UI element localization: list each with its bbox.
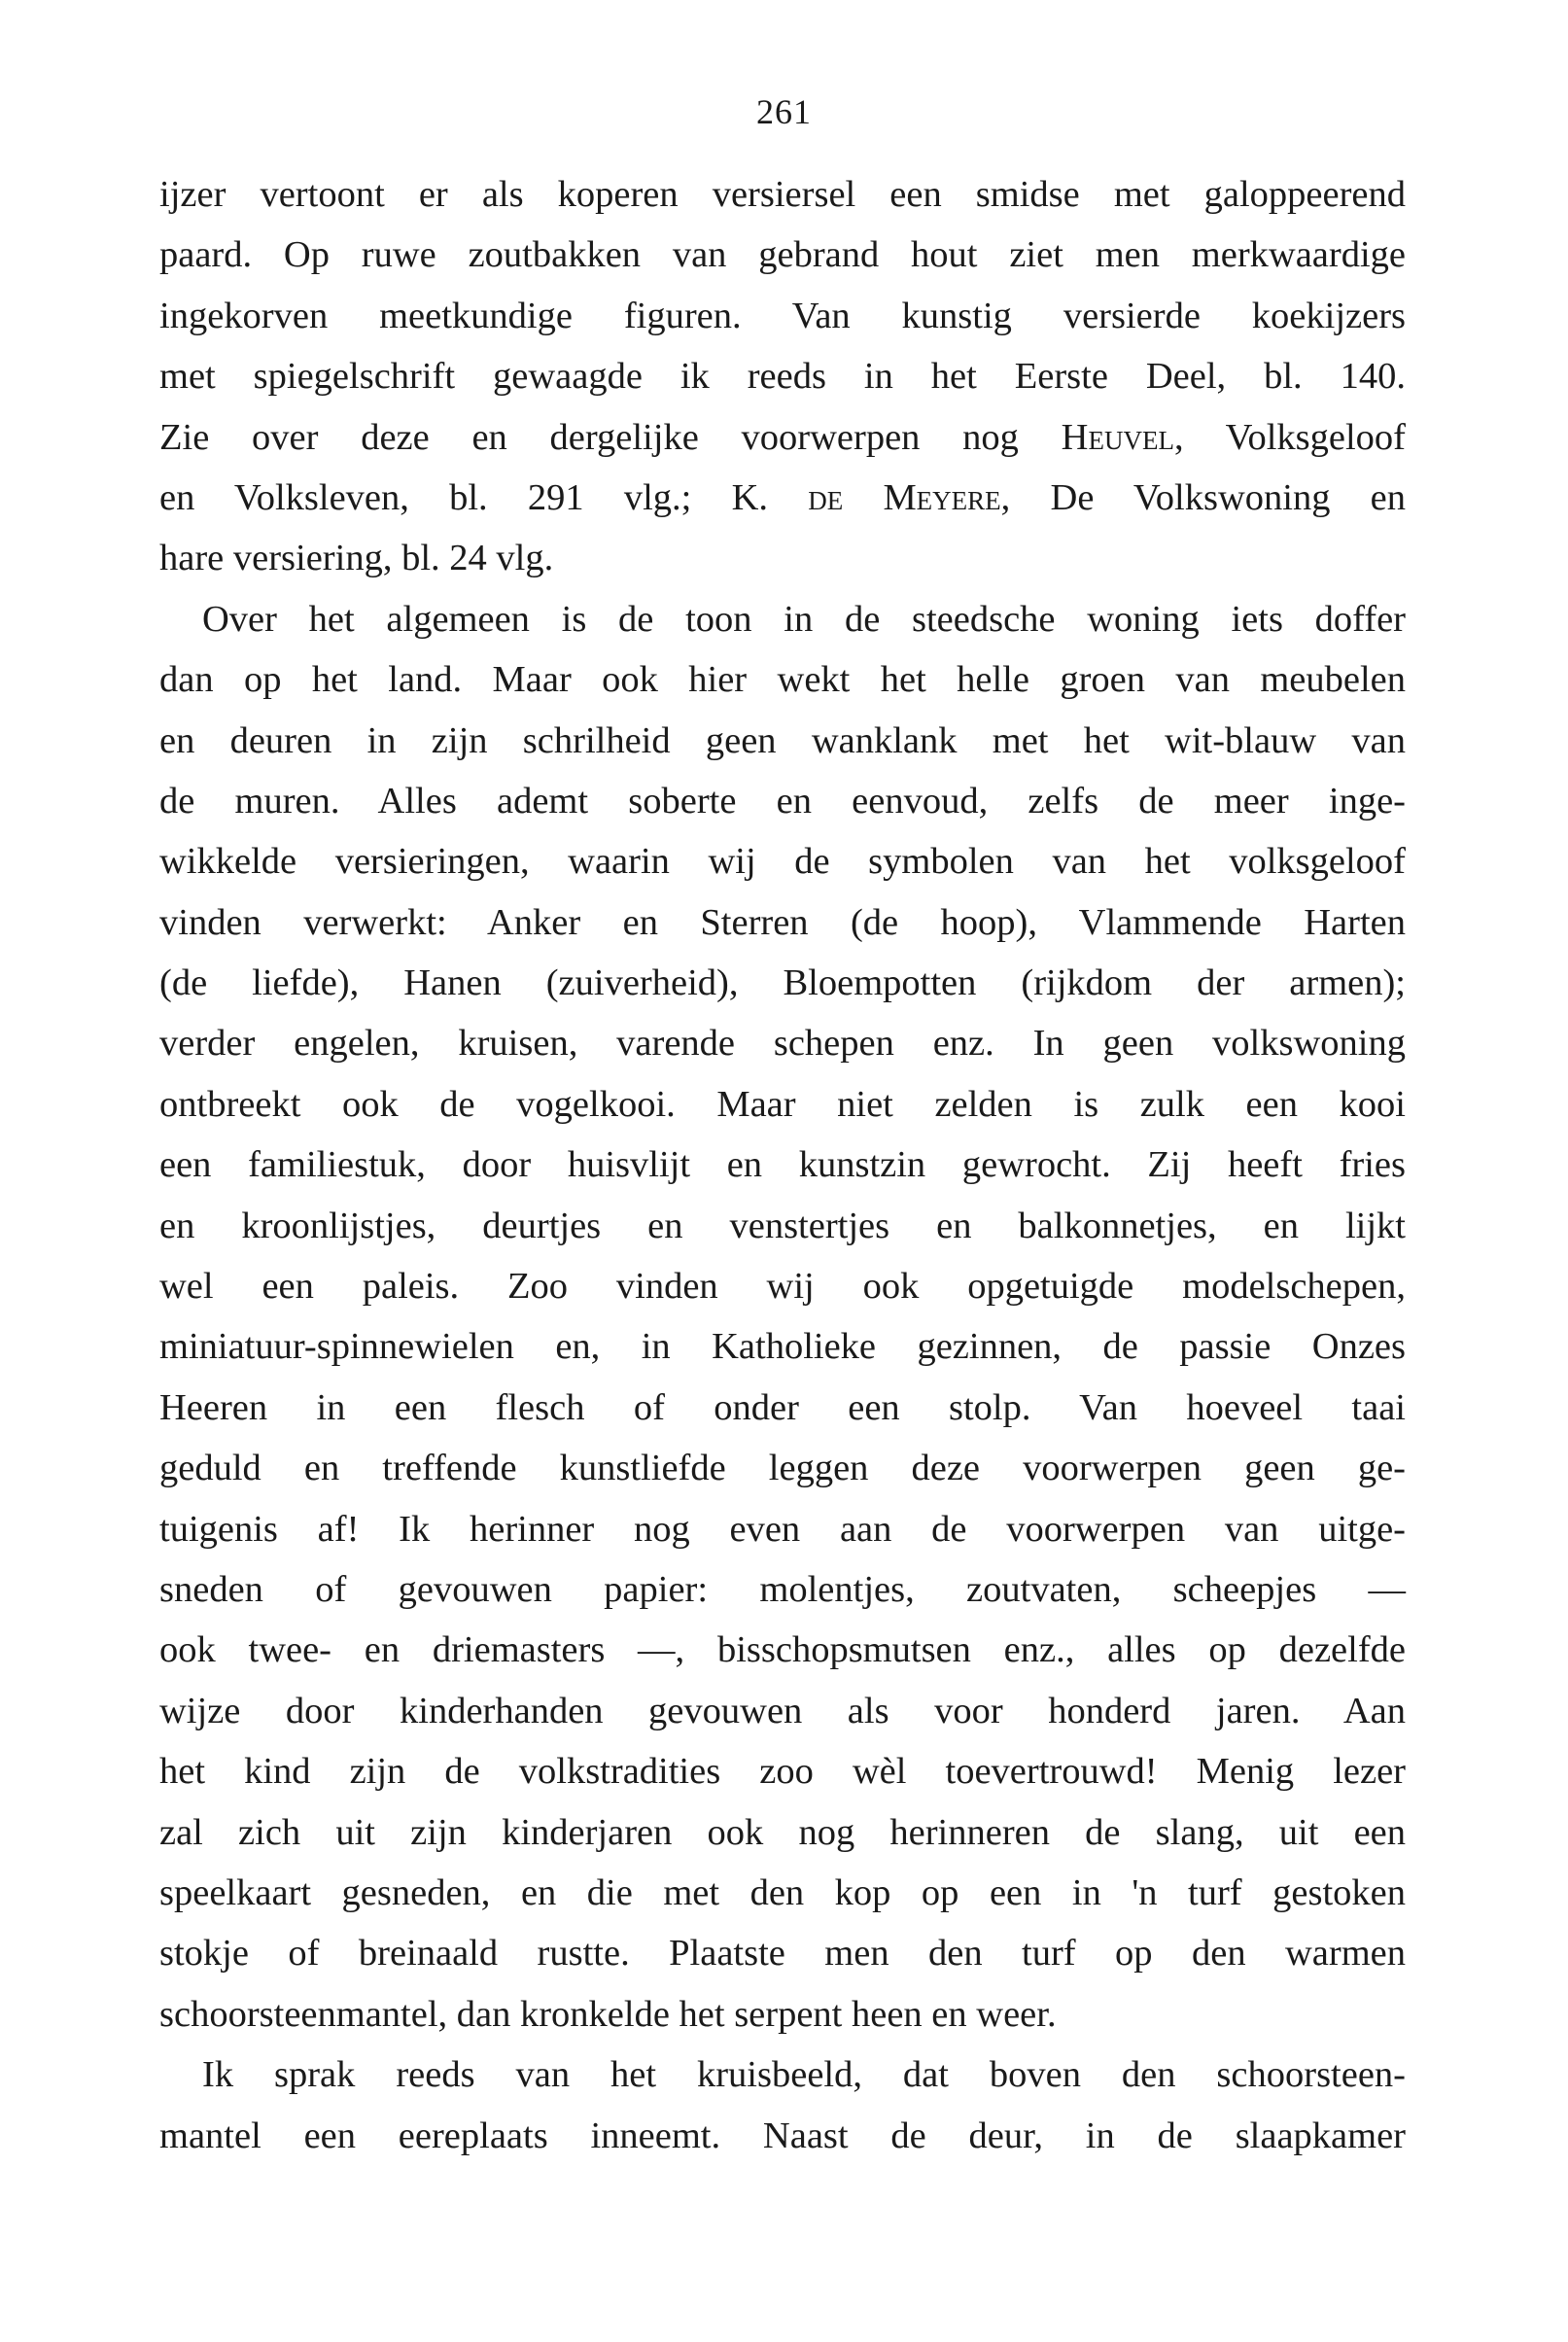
text-span: ontbreekt ook de vogelkooi. Maar niet zelden is zulk een kooi [159, 1083, 1406, 1125]
text-span: het kind zijn de volkstradities zoo wèl toevertrouwd! Menig lezer [159, 1751, 1406, 1793]
text-line [159, 1923, 1406, 1983]
text-line [159, 1135, 1406, 1195]
text-line [159, 468, 1406, 528]
text-line [159, 346, 1406, 406]
text-line [159, 771, 1406, 831]
text-span: en deuren in zijn schrilheid geen wanklank met het wit-blauw van [159, 719, 1406, 761]
text-span: wel een paleis. Zoo vinden wij ook opgetuigde modelschepen, [159, 1266, 1406, 1308]
text-span: vinden verwerkt: Anker en Sterren (de hoop), Vlammende Harten [159, 901, 1406, 943]
text-span: wikkelde versieringen, waarin wij de symbolen van het volksgeloof [159, 841, 1406, 883]
text-span: met spiegelschrift gewaagde ik reeds in het Eerste Deel, bl. 140. [159, 356, 1406, 398]
text-line [159, 1013, 1406, 1073]
text-span: dan op het land. Maar ook hier wekt het helle groen van meubelen [159, 659, 1406, 701]
text-line [159, 1984, 1406, 2045]
text-line [159, 953, 1406, 1013]
text-span: en kroonlijstjes, deurtjes en venstertjes en balkonnetjes, en lijkt [159, 1205, 1406, 1246]
text-line [159, 1256, 1406, 1316]
text-line [159, 1620, 1406, 1680]
text-line [159, 164, 1406, 225]
text-span: mantel een eereplaats inneemt. Naast de deur, in de slaapkamer [159, 2115, 1406, 2156]
text-span: wijze door kinderhanden gevouwen als voor honderd jaren. Aan [159, 1690, 1406, 1731]
text-span: , Volksgeloof [1173, 416, 1406, 458]
text-line [159, 831, 1406, 891]
text-line [159, 528, 1406, 588]
page-number: 261 [756, 92, 812, 131]
text-span: ook twee- en driemasters —, bisschopsmutsen enz., alles op dezelfde [159, 1629, 1406, 1671]
text-span: , De Volkswoning en [1000, 476, 1406, 518]
text-line [159, 711, 1406, 771]
text-span: Heeren in een flesch of onder een stolp. Van hoeveel taai [159, 1386, 1406, 1428]
author-name-small-caps: Heuvel [1061, 416, 1174, 458]
text-span: zal zich uit zijn kinderjaren ook nog herinneren de slang, uit een [159, 1811, 1406, 1853]
text-span: paard. Op ruwe zoutbakken van gebrand hout ziet men merkwaardige [159, 234, 1406, 276]
text-line [159, 1681, 1406, 1741]
text-span: Over het algemeen is de toon in de steedsche woning iets doffer [202, 598, 1406, 640]
text-line [159, 1741, 1406, 1801]
text-span: Zie over deze en dergelijke voorwerpen nog [159, 416, 1062, 458]
text-span: Ik sprak reeds van het kruisbeeld, dat boven den schoorsteen- [202, 2054, 1406, 2096]
text-line [159, 1802, 1406, 1863]
text-span: (de liefde), Hanen (zuiverheid), Bloempotten (rijkdom der armen); [159, 962, 1406, 1004]
text-span: tuigenis af! Ik herinner nog even aan de voorwerpen van uitge- [159, 1508, 1406, 1550]
author-name-small-caps: de Meyere [808, 476, 1001, 518]
text-span: hare versiering, bl. 24 vlg. [159, 538, 554, 579]
text-line [159, 1378, 1406, 1438]
text-span: miniatuur-spinnewielen en, in Katholieke gezinnen, de passie Onzes [159, 1326, 1406, 1368]
text-span: ijzer vertoont er als koperen versiersel een smidse met galoppeerend [159, 174, 1406, 215]
text-line [159, 225, 1406, 285]
text-span: schoorsteenmantel, dan kronkelde het serpent heen en weer. [159, 1993, 1057, 2035]
text-line [159, 892, 1406, 953]
text-line [159, 1074, 1406, 1135]
text-line [159, 2106, 1406, 2166]
text-line [159, 1499, 1406, 1559]
text-line [159, 1863, 1406, 1923]
text-line [159, 2045, 1406, 2105]
text-line [159, 407, 1406, 468]
text-line [159, 589, 1406, 649]
text-line [159, 286, 1406, 346]
text-line [159, 1316, 1406, 1377]
text-span: verder engelen, kruisen, varende schepen enz. In geen volkswoning [159, 1023, 1406, 1065]
text-line [159, 1559, 1406, 1620]
text-span: de muren. Alles ademt soberte en eenvoud, zelfs de meer inge- [159, 780, 1406, 821]
text-line [159, 1196, 1406, 1256]
text-line [159, 649, 1406, 710]
body-text [159, 164, 1406, 2166]
text-span: een familiestuk, door huisvlijt en kunstzin gewrocht. Zij heeft fries [159, 1144, 1406, 1186]
text-span: en Volksleven, bl. 291 vlg.; K. [159, 476, 809, 518]
text-span: speelkaart gesneden, en die met den kop op een in 'n turf gestoken [159, 1871, 1406, 1913]
text-span: geduld en treffende kunstliefde leggen deze voorwerpen geen ge- [159, 1448, 1406, 1489]
text-span: sneden of gevouwen papier: molentjes, zoutvaten, scheepjes — [159, 1568, 1406, 1610]
text-span: stokje of breinaald rustte. Plaatste men den turf op den warmen [159, 1933, 1406, 1975]
text-span: ingekorven meetkundige figuren. Van kunstig versierde koekijzers [159, 295, 1406, 336]
text-line [159, 1438, 1406, 1498]
